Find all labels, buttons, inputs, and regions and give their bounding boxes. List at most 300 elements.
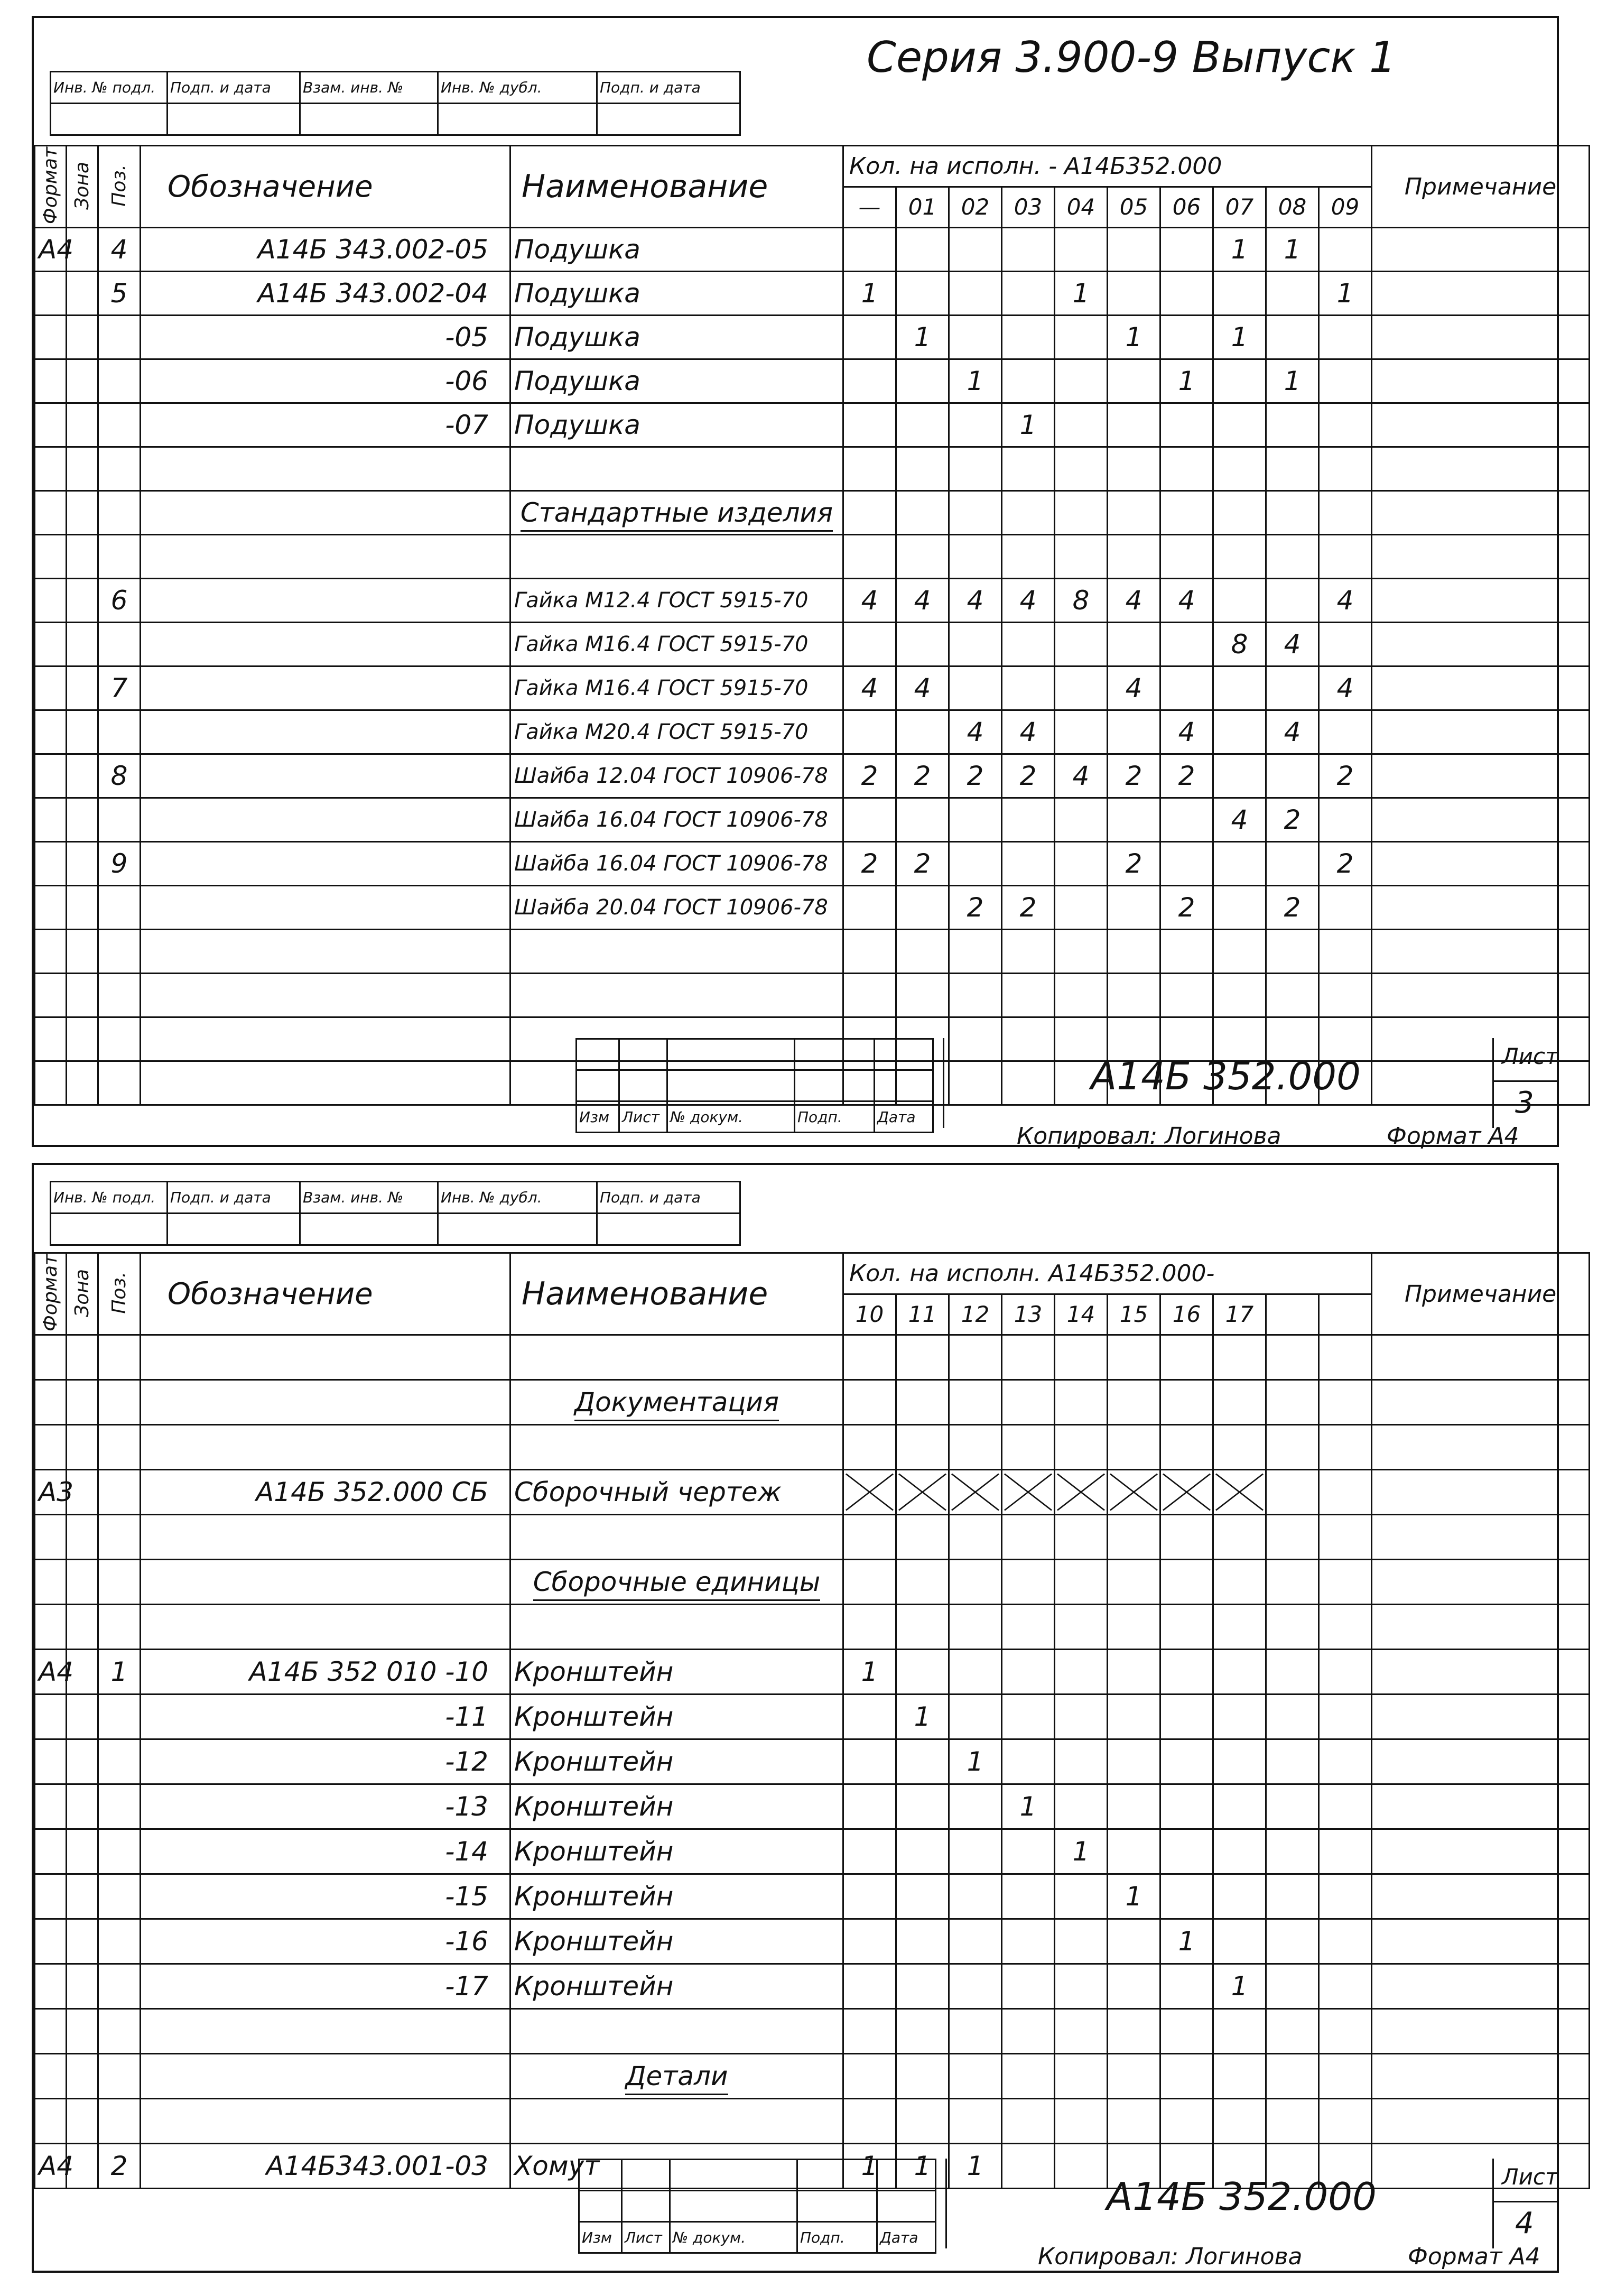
qty-cell <box>1108 1829 1160 1874</box>
note-cell <box>1372 754 1590 798</box>
designation-col-header: Обозначение <box>141 1253 510 1335</box>
designation-cell: -06 <box>141 359 510 403</box>
name-col-header: Наименование <box>510 146 843 228</box>
table-row <box>35 623 1590 666</box>
qty-cell <box>1160 1829 1213 1874</box>
qty-cell <box>1213 1605 1266 1650</box>
note-cell <box>1372 579 1590 623</box>
qty-cell <box>1319 2099 1372 2144</box>
qty-cell <box>843 930 896 974</box>
qty-cell <box>1108 2054 1160 2099</box>
zone-cell <box>67 886 98 930</box>
qty-cell <box>896 930 949 974</box>
qty-cell <box>1160 1874 1213 1919</box>
qty-cell: 2 <box>1160 754 1213 798</box>
qty-cell: 1 <box>1002 403 1055 447</box>
qty-cell <box>949 798 1002 842</box>
name-cell <box>510 842 843 886</box>
doc-code: А14Б 352.000 <box>1107 2174 1377 2219</box>
qty-cell: 4 <box>843 666 896 710</box>
qty-cell <box>1160 1964 1213 2009</box>
item-name: Гайка М16.4 ГОСТ 5915-70 <box>514 632 809 657</box>
variant-col-header: 10 <box>843 1294 896 1335</box>
qty-cell: 4 <box>1319 579 1372 623</box>
designation-cell: -14 <box>141 1829 510 1874</box>
pos-cell <box>98 2054 141 2099</box>
format-cell <box>35 1739 67 1784</box>
table-row <box>35 2054 1590 2099</box>
table-row <box>35 1874 1590 1919</box>
section-heading-cell <box>510 1380 843 1425</box>
format-col-header: Формат <box>40 1254 61 1332</box>
table-row <box>35 1470 1590 1515</box>
format-cell <box>35 754 67 798</box>
qty-cell <box>1055 1739 1108 1784</box>
pos-cell <box>98 710 141 754</box>
approval-label: Инв. № дубл. <box>438 1182 597 1214</box>
qty-cell <box>1055 2099 1108 2144</box>
revision-stamp-2 <box>578 2159 936 2254</box>
variant-col-header: 05 <box>1108 187 1160 228</box>
qty-cell <box>1213 2054 1266 2099</box>
approval-label: Подп. и дата <box>597 72 740 104</box>
qty-cell <box>1055 1605 1108 1650</box>
qty-cell: 1 <box>949 1739 1002 1784</box>
qty-cell <box>1160 535 1213 579</box>
note-cell <box>1372 1874 1590 1919</box>
qty-cell <box>1319 798 1372 842</box>
qty-cell <box>1319 2009 1372 2054</box>
table-row <box>35 491 1590 535</box>
format-cell <box>35 579 67 623</box>
approval-label: Подп. и дата <box>168 1182 300 1214</box>
name-cell <box>510 1425 843 1470</box>
qty-cell <box>1055 1425 1108 1470</box>
table-row <box>35 710 1590 754</box>
pos-cell <box>98 1335 141 1380</box>
stamp-label: Лист <box>622 2222 670 2253</box>
format-cell <box>35 1784 67 1829</box>
qty-cell <box>1319 974 1372 1017</box>
qty-cell <box>1319 1650 1372 1695</box>
qty-cell <box>1108 1784 1160 1829</box>
qty-cell <box>1266 2099 1319 2144</box>
qty-cell <box>1108 1515 1160 1560</box>
qty-cell <box>896 1739 949 1784</box>
note-cell <box>1372 359 1590 403</box>
qty-cell <box>949 316 1002 359</box>
section-heading-cell <box>510 491 843 535</box>
format-cell <box>35 1425 67 1470</box>
format-cell <box>35 842 67 886</box>
qty-cell <box>1213 579 1266 623</box>
qty-cell <box>949 623 1002 666</box>
name-cell <box>510 974 843 1017</box>
qty-header: Кол. на исполн. - А14Б352.000 <box>843 146 1372 187</box>
format-cell: А4 <box>35 2144 67 2189</box>
qty-cell <box>1055 666 1108 710</box>
qty-cell: 1 <box>1002 1784 1055 1829</box>
qty-cell <box>843 1380 896 1425</box>
qty-cell <box>1108 1560 1160 1605</box>
table-row <box>35 2009 1590 2054</box>
qty-cell <box>896 447 949 491</box>
name-cell <box>510 666 843 710</box>
qty-cell <box>1002 1695 1055 1739</box>
qty-cell <box>843 359 896 403</box>
qty-cell <box>1319 1874 1372 1919</box>
stamp-label: № докум. <box>670 2222 797 2253</box>
qty-cell <box>1002 1650 1055 1695</box>
qty-cell: 1 <box>843 1650 896 1695</box>
note-cell <box>1372 1650 1590 1695</box>
item-name: Кронштейн <box>514 1791 674 1822</box>
qty-cell <box>843 1560 896 1605</box>
qty-cell <box>1002 1964 1055 2009</box>
format-col-header: Формат <box>40 147 61 225</box>
name-cell <box>510 1470 843 1515</box>
qty-cell <box>1002 1829 1055 1874</box>
qty-cell: 2 <box>1002 754 1055 798</box>
qty-cell: 4 <box>1266 623 1319 666</box>
qty-cell: 2 <box>1319 842 1372 886</box>
qty-cell: 4 <box>1108 579 1160 623</box>
designation-cell <box>141 623 510 666</box>
qty-cell <box>949 842 1002 886</box>
note-cell <box>1372 535 1590 579</box>
qty-cell <box>1213 447 1266 491</box>
qty-cell <box>1108 1964 1160 2009</box>
sheet-label: Лист <box>1502 1043 1558 1069</box>
qty-cell <box>949 1874 1002 1919</box>
designation-cell: А14Б 352 010 -10 <box>141 1650 510 1695</box>
qty-cell <box>843 491 896 535</box>
item-name: Подушка <box>514 366 640 397</box>
qty-cell: 4 <box>1213 798 1266 842</box>
note-cell <box>1372 974 1590 1017</box>
note-cell <box>1372 491 1590 535</box>
qty-cell <box>896 491 949 535</box>
qty-cell <box>1213 1515 1266 1560</box>
table-row <box>35 359 1590 403</box>
qty-cell <box>1108 1605 1160 1650</box>
qty-cell <box>843 710 896 754</box>
format-cell <box>35 316 67 359</box>
qty-cell <box>1055 974 1108 1017</box>
cross-mark <box>896 1470 949 1515</box>
qty-cell: 1 <box>949 359 1002 403</box>
qty-cell <box>1160 447 1213 491</box>
note-cell <box>1372 1784 1590 1829</box>
qty-cell <box>1160 2009 1213 2054</box>
qty-cell <box>1160 1515 1213 1560</box>
qty-cell <box>1108 798 1160 842</box>
qty-cell <box>1055 2054 1108 2099</box>
qty-cell <box>896 623 949 666</box>
qty-cell <box>1055 359 1108 403</box>
cross-mark <box>1213 1470 1266 1515</box>
variant-col-header: 13 <box>1002 1294 1055 1335</box>
table-row <box>35 403 1590 447</box>
qty-cell: 4 <box>1319 666 1372 710</box>
qty-cell <box>843 2099 896 2144</box>
name-cell <box>510 1695 843 1739</box>
zone-cell <box>67 359 98 403</box>
qty-cell <box>1319 930 1372 974</box>
pos-cell <box>98 2009 141 2054</box>
qty-cell <box>1108 974 1160 1017</box>
qty-cell <box>1055 1964 1108 2009</box>
qty-cell <box>843 1964 896 2009</box>
pos-cell: 4 <box>98 228 141 272</box>
approval-label: Инв. № подл. <box>51 72 168 104</box>
qty-cell <box>1266 1919 1319 1964</box>
qty-cell <box>1213 2099 1266 2144</box>
qty-cell <box>1213 1425 1266 1470</box>
qty-cell <box>1266 1335 1319 1380</box>
qty-cell <box>843 1739 896 1784</box>
designation-col-header: Обозначение <box>141 146 510 228</box>
item-name: Кронштейн <box>514 1971 674 2002</box>
designation-cell <box>141 1017 510 1061</box>
variant-col-header: — <box>843 187 896 228</box>
qty-cell <box>1160 403 1213 447</box>
note-cell <box>1372 1919 1590 1964</box>
pos-cell <box>98 1874 141 1919</box>
pos-cell <box>98 1061 141 1105</box>
zone-cell <box>67 974 98 1017</box>
qty-cell <box>1266 666 1319 710</box>
table-row <box>35 228 1590 272</box>
note-cell <box>1372 1605 1590 1650</box>
zone-cell <box>67 491 98 535</box>
designation-cell: -07 <box>141 403 510 447</box>
qty-cell <box>1213 842 1266 886</box>
qty-cell <box>1108 1695 1160 1739</box>
format-cell <box>35 1874 67 1919</box>
note-cell <box>1372 886 1590 930</box>
note-cell <box>1372 1515 1590 1560</box>
format-cell <box>35 2054 67 2099</box>
qty-cell <box>949 535 1002 579</box>
qty-cell <box>843 535 896 579</box>
format-cell <box>35 2009 67 2054</box>
pos-cell <box>98 1470 141 1515</box>
pos-cell: 1 <box>98 1650 141 1695</box>
qty-cell <box>949 1964 1002 2009</box>
format-cell <box>35 886 67 930</box>
qty-cell <box>843 1919 896 1964</box>
qty-cell <box>1319 1425 1372 1470</box>
qty-cell <box>1213 1829 1266 1874</box>
qty-cell <box>949 1605 1002 1650</box>
qty-cell <box>1055 2009 1108 2054</box>
note-cell <box>1372 1380 1590 1425</box>
qty-cell: 1 <box>1213 228 1266 272</box>
qty-cell <box>843 1515 896 1560</box>
section-heading-cell <box>510 1560 843 1605</box>
qty-cell <box>1055 316 1108 359</box>
stamp-label: Дата <box>877 2222 936 2253</box>
variant-col-header: 03 <box>1002 187 1055 228</box>
qty-cell <box>1319 1919 1372 1964</box>
qty-cell <box>1055 403 1108 447</box>
qty-cell: 1 <box>949 2144 1002 2189</box>
name-cell <box>510 1515 843 1560</box>
qty-cell <box>1002 623 1055 666</box>
qty-cell <box>1002 491 1055 535</box>
name-cell <box>510 1829 843 1874</box>
qty-cell <box>896 403 949 447</box>
qty-cell <box>843 798 896 842</box>
designation-cell: А14Б 343.002-04 <box>141 272 510 316</box>
qty-cell <box>1160 1650 1213 1695</box>
qty-cell <box>843 228 896 272</box>
qty-cell <box>949 228 1002 272</box>
item-name: Подушка <box>514 278 640 309</box>
pos-cell <box>98 1515 141 1560</box>
qty-cell <box>896 798 949 842</box>
qty-cell <box>1108 447 1160 491</box>
approvals-strip-2 <box>50 1181 741 1246</box>
qty-cell <box>1266 1784 1319 1829</box>
variant-col-header: 04 <box>1055 187 1108 228</box>
qty-cell <box>949 974 1002 1017</box>
pos-cell <box>98 2099 141 2144</box>
qty-cell <box>843 1605 896 1650</box>
designation-cell <box>141 579 510 623</box>
qty-cell <box>1319 1560 1372 1605</box>
qty-cell: 2 <box>1319 754 1372 798</box>
cross-mark <box>843 1470 896 1515</box>
qty-cell <box>1055 842 1108 886</box>
section-heading: Документация <box>574 1387 779 1421</box>
sheet-number: 3 <box>1515 1086 1534 1120</box>
table-row <box>35 1964 1590 2009</box>
table-row <box>35 1829 1590 1874</box>
format-cell <box>35 666 67 710</box>
format-cell <box>35 1515 67 1560</box>
qty-cell <box>896 1874 949 1919</box>
note-cell <box>1372 2009 1590 2054</box>
zone-cell <box>67 666 98 710</box>
qty-cell <box>1002 1515 1055 1560</box>
stamp-label: Изм <box>577 1101 619 1133</box>
table-row <box>35 1650 1590 1695</box>
qty-cell <box>1108 535 1160 579</box>
section-heading: Сборочные единицы <box>533 1567 821 1601</box>
zone-cell <box>67 842 98 886</box>
pos-cell <box>98 447 141 491</box>
zone-cell <box>67 1061 98 1105</box>
table-row <box>35 798 1590 842</box>
approval-label: Подп. и дата <box>597 1182 740 1214</box>
qty-cell <box>1002 1335 1055 1380</box>
format-cell <box>35 1695 67 1739</box>
note-col-header: Примечание <box>1372 146 1590 228</box>
qty-cell <box>1213 1919 1266 1964</box>
variant-col-header <box>1319 1294 1372 1335</box>
qty-cell <box>896 1425 949 1470</box>
stamp-label: Подп. <box>797 2222 877 2253</box>
variant-col-header: 12 <box>949 1294 1002 1335</box>
table-row <box>35 535 1590 579</box>
approval-label: Взам. инв. № <box>300 72 438 104</box>
qty-cell: 1 <box>1108 1874 1160 1919</box>
pos-cell: 8 <box>98 754 141 798</box>
table-row <box>35 886 1590 930</box>
qty-cell <box>949 403 1002 447</box>
designation-cell <box>141 754 510 798</box>
qty-cell <box>1319 228 1372 272</box>
qty-cell <box>896 2099 949 2144</box>
variant-col-header: 14 <box>1055 1294 1108 1335</box>
qty-cell <box>1160 491 1213 535</box>
designation-cell <box>141 1560 510 1605</box>
designation-cell <box>141 666 510 710</box>
name-cell <box>510 1650 843 1695</box>
pos-cell <box>98 623 141 666</box>
revision-stamp-1 <box>575 1038 934 1133</box>
designation-cell <box>141 974 510 1017</box>
qty-cell <box>1319 1829 1372 1874</box>
format-cell <box>35 930 67 974</box>
qty-cell <box>843 2054 896 2099</box>
approvals-strip-1 <box>50 71 741 136</box>
qty-cell <box>1266 930 1319 974</box>
qty-cell <box>1266 974 1319 1017</box>
variant-col-header: 15 <box>1108 1294 1160 1335</box>
zone-cell <box>67 1335 98 1380</box>
designation-cell <box>141 491 510 535</box>
zone-cell <box>67 447 98 491</box>
qty-cell <box>1266 1515 1319 1560</box>
qty-cell <box>1213 666 1266 710</box>
pos-cell <box>98 1560 141 1605</box>
qty-cell <box>1055 1784 1108 1829</box>
cross-mark <box>1108 1470 1160 1515</box>
zone-col-header: Зона <box>71 1269 93 1317</box>
qty-cell <box>1319 1784 1372 1829</box>
qty-cell <box>843 1695 896 1739</box>
format-cell <box>35 1061 67 1105</box>
qty-cell <box>1160 316 1213 359</box>
pos-col-header: Поз. <box>108 164 130 207</box>
name-cell <box>510 2099 843 2144</box>
qty-cell: 4 <box>1160 579 1213 623</box>
qty-cell <box>949 447 1002 491</box>
qty-cell <box>1055 535 1108 579</box>
zone-cell <box>67 1784 98 1829</box>
note-col-header: Примечание <box>1372 1253 1590 1335</box>
qty-cell: 1 <box>1055 1829 1108 1874</box>
qty-cell <box>896 228 949 272</box>
designation-cell: А14Б 343.002-05 <box>141 228 510 272</box>
name-cell <box>510 930 843 974</box>
zone-cell <box>67 579 98 623</box>
note-cell <box>1372 1964 1590 2009</box>
qty-cell <box>1213 1650 1266 1695</box>
zone-cell <box>67 2054 98 2099</box>
qty-cell <box>843 403 896 447</box>
zone-cell <box>67 1560 98 1605</box>
qty-cell <box>1266 842 1319 886</box>
qty-cell <box>1108 1380 1160 1425</box>
variant-col-header: 16 <box>1160 1294 1213 1335</box>
qty-cell <box>843 447 896 491</box>
qty-cell <box>896 359 949 403</box>
table-row <box>35 1560 1590 1605</box>
